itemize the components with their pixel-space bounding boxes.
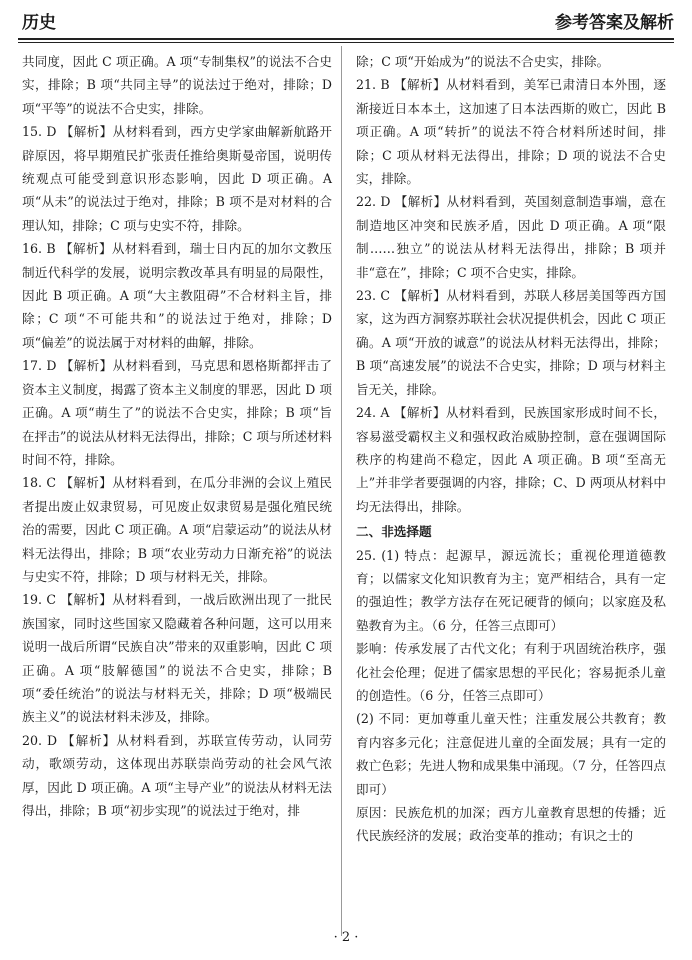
answer-19: 19. C 【解析】从材料看到，一战后欧洲出现了一批民族国家，同时这些国家又隐藏着各种问题，这可以用来说明一战后所谓“民族自决”带来的双重影响，因此 C 项正确。A 项“肢解德国”的说法不合史实，排除；B 项“委任统治”的说法与材料无关，排除；D 项“极端民族主义”的说法材料未涉及，排除。 bbox=[22, 592, 332, 725]
answer-25-part1-features: 25. (1) 特点：起源早，源远流长；重视伦理道德教育；以儒家文化知识教育为主；宽严相结合，具有一定的强迫性；教学方法存在死记硬背的倾向；以家庭及私塾教育为主。（6 分，任答三点即可） bbox=[356, 547, 666, 633]
header-title: 参考答案及解析 bbox=[555, 13, 674, 33]
answer-20: 20. D 【解析】从材料看到，苏联宣传劳动，认同劳动，歌颂劳动，这体现出苏联崇尚劳动的社会风气浓厚，因此 D 项正确。A 项“主导产业”的说法从材料无法得出，排除；B 项“初步实现”的说法过于绝对，排 bbox=[22, 732, 332, 818]
answer-24: 24. A 【解析】从材料看到，民族国家形成时间不长，容易滋受霸权主义和强权政治威胁控制，意在强调国际秩序的构建尚不稳定，因此 A 项正确。B 项“至高无上”并非学者要强调的内容，排除；C、D 两项从材料中均无法得出，排除。 bbox=[356, 405, 666, 514]
answer-18: 18. C 【解析】从材料看到，在瓜分非洲的会议上殖民者提出废止奴隶贸易，可见废止奴隶贸易是强化殖民统治的需要，因此 C 项正确。A 项“启蒙运动”的说法从材料无法得出，排除；B 项“农业劳动力日渐充裕”的说法与史实不符，排除；D 项与材料无关，排除。 bbox=[22, 475, 332, 584]
right-column bbox=[356, 50, 666, 848]
answer-25-part1-impact: 影响：传承发展了古代文化；有利于巩固统治秩序，强化社会伦理；促进了儒家思想的平民化；容易扼杀儿童的创造性。（6 分，任答三点即可） bbox=[356, 641, 666, 703]
answer-14-continued: 共同度，因此 C 项正确。A 项“专制集权”的说法不合史实，排除；B 项“共同主导”的说法过于绝对，排除；D 项“平等”的说法不合史实，排除。 bbox=[22, 54, 332, 116]
header-rule bbox=[18, 38, 674, 40]
answer-21: 21. B 【解析】从材料看到，美军已肃清日本外围，逐渐接近日本本土，这加速了日本法西斯的败亡，因此 B 项正确。A 项“转折”的说法不符合材料所述时间，排除；C 项从材料无法得出，排除；D 项的说法不合史实，排除。 bbox=[356, 77, 666, 187]
answer-20-continued: 除；C 项“开始成为”的说法不合史实，排除。 bbox=[356, 54, 610, 69]
answer-25-part2-differences: (2) 不同：更加尊重儿童天性；注重发展公共教育；教育内容多元化；注意促进儿童的全面发展；具有一定的救亡色彩；先进人物和成果集中涌现。（7 分，任答四点即可） bbox=[356, 711, 666, 797]
answer-17: 17. D 【解析】从材料看到，马克思和恩格斯都抨击了资本主义制度，揭露了资本主义制度的罪恶，因此 D 项正确。A 项“萌生了”的说法不合史实，排除；B 项“旨在抨击”的说法从材料无法得出，排除；C 项与所述材料时间不符，排除。 bbox=[22, 358, 332, 467]
answer-15: 15. D 【解析】从材料看到，西方史学家曲解新航路开辟原因，将早期殖民扩张责任推给奥斯曼帝国，说明传统观点可能受到意识形态影响，因此 D 项正确。A 项“从未”的说法过于绝对，排除；B 项不是对材料的合理认知，排除；C 项与史实不符，排除。 bbox=[22, 124, 332, 233]
answer-22: 22. D 【解析】从材料看到，英国刻意制造事端，意在制造地区冲突和民族矛盾，因此 D 项正确。A 项“限制……独立”的说法从材料无法得出，排除；B 项并非“意在”，排除；C 项不合史实，排除。 bbox=[356, 194, 666, 280]
page-header bbox=[0, 0, 692, 44]
answer-25-part2-reasons: 原因：民族危机的加深；西方儿童教育思想的传播；近代民族经济的发展；政治变革的推动；有识之士的 bbox=[356, 805, 666, 844]
section-heading-non-choice: 二、非选择题 bbox=[356, 524, 432, 540]
left-column bbox=[22, 50, 332, 822]
header-rule-thin bbox=[18, 42, 674, 43]
answer-23: 23. C 【解析】从材料看到，苏联人移居美国等西方国家，这为西方洞察苏联社会状况提供机会，因此 C 项正确。A 项“开放的诚意”的说法从材料无法得出，排除；B 项“高速发展”的说法不合史实，排除；D 项与材料主旨无关，排除。 bbox=[356, 288, 666, 397]
column-divider bbox=[341, 46, 342, 936]
answer-16: 16. B 【解析】从材料看到，瑞士日内瓦的加尔文教压制近代科学的发展，说明宗教改革具有明显的局限性，因此 B 项正确。A 项“大主教阻碍”不合材料主旨，排除；C 项“不可能共和”的说法过于绝对，排除；D 项“偏差”的说法属于对材料的曲解，排除。 bbox=[22, 241, 332, 350]
subject-label: 历史 bbox=[22, 13, 56, 33]
page-number: · 2 · bbox=[333, 930, 359, 945]
